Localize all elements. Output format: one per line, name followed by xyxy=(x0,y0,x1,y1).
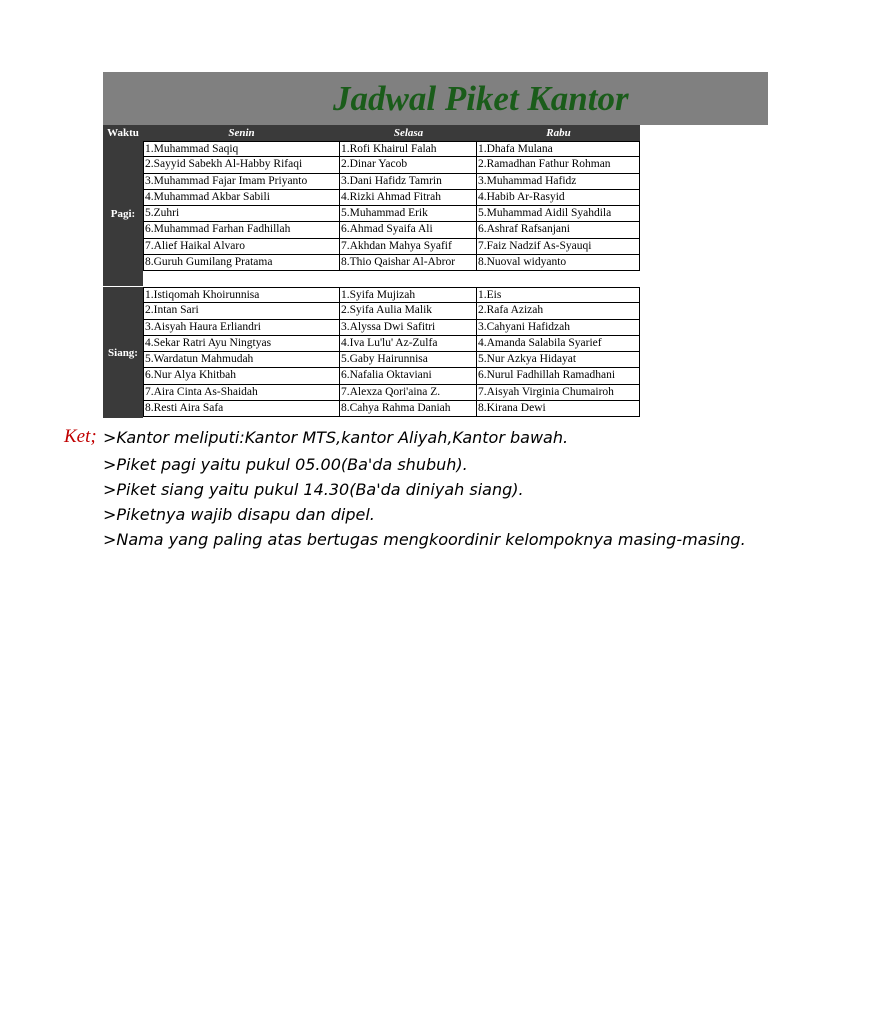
table-cell: 2.Intan Sari xyxy=(143,303,340,318)
table-cell: 4.Sekar Ratri Ayu Ningtyas xyxy=(143,336,340,351)
table-cell: 4.Habib Ar-Rasyid xyxy=(477,190,640,205)
table-row xyxy=(143,352,640,368)
table-row xyxy=(143,401,640,417)
table-cell: 3.Alyssa Dwi Safitri xyxy=(340,320,477,335)
ket-label: Ket; xyxy=(64,426,97,447)
table-header xyxy=(103,125,640,141)
pagi-grid xyxy=(143,141,640,271)
table-cell: 2.Sayyid Sabekh Al-Habby Rifaqi xyxy=(143,157,340,172)
table-row xyxy=(143,222,640,238)
table-cell: 2.Rafa Azizah xyxy=(477,303,640,318)
table-cell: 6.Muhammad Farhan Fadhillah xyxy=(143,222,340,237)
header-waktu: Waktu xyxy=(107,127,139,139)
table-row xyxy=(143,385,640,401)
table-cell: 6.Nur Alya Khitbah xyxy=(143,368,340,383)
table-cell: 5.Wardatun Mahmudah xyxy=(143,352,340,367)
table-cell: 5.Nur Azkya Hidayat xyxy=(477,352,640,367)
table-cell: 1.Rofi Khairul Falah xyxy=(340,142,477,156)
table-row xyxy=(143,255,640,271)
table-cell: 4.Iva Lu'lu' Az-Zulfa xyxy=(340,336,477,351)
table-cell: 7.Aira Cinta As-Shaidah xyxy=(143,385,340,400)
table-row xyxy=(143,320,640,336)
table-row xyxy=(143,336,640,352)
note-line: >Piket pagi yaitu pukul 05.00(Ba'da shubuh). xyxy=(103,455,468,474)
table-cell: 6.Nafalia Oktaviani xyxy=(340,368,477,383)
table-cell: 2.Syifa Aulia Malik xyxy=(340,303,477,318)
table-cell: 7.Alief Haikal Alvaro xyxy=(143,239,340,254)
table-cell: 1.Istiqomah Khoirunnisa xyxy=(143,288,340,302)
table-cell: 8.Nuoval widyanto xyxy=(477,255,640,270)
table-row xyxy=(143,239,640,255)
table-cell: 8.Guruh Gumilang Pratama xyxy=(143,255,340,270)
table-cell: 6.Ashraf Rafsanjani xyxy=(477,222,640,237)
page-title: Jadwal Piket Kantor xyxy=(333,79,629,118)
table-cell: 7.Alexza Qori'aina Z. xyxy=(340,385,477,400)
table-cell: 3.Muhammad Fajar Imam Priyanto xyxy=(143,174,340,189)
table-cell: 3.Aisyah Haura Erliandri xyxy=(143,320,340,335)
table-cell: 7.Faiz Nadzif As-Syauqi xyxy=(477,239,640,254)
table-cell: 3.Cahyani Hafidzah xyxy=(477,320,640,335)
table-cell: 6.Ahmad Syaifa Ali xyxy=(340,222,477,237)
table-cell: 1.Muhammad Saqiq xyxy=(143,142,340,156)
table-cell: 2.Ramadhan Fathur Rohman xyxy=(477,157,640,172)
table-cell: 7.Aisyah Virginia Chumairoh xyxy=(477,385,640,400)
table-row xyxy=(143,287,640,303)
table-cell: 5.Muhammad Erik xyxy=(340,206,477,221)
notes xyxy=(0,424,746,554)
table-cell: 4.Rizki Ahmad Fitrah xyxy=(340,190,477,205)
title-clip xyxy=(103,72,640,125)
table-row xyxy=(143,174,640,190)
table-cell: 6.Nurul Fadhillah Ramadhani xyxy=(477,368,640,383)
siang-label: Siang: xyxy=(103,287,143,418)
table-cell: 2.Dinar Yacob xyxy=(340,157,477,172)
table-row xyxy=(143,141,640,157)
note-line: >Piket siang yaitu pukul 14.30(Ba'da diniyah siang). xyxy=(103,480,524,499)
table-cell: 4.Amanda Salabila Syarief xyxy=(477,336,640,351)
table-row xyxy=(143,157,640,173)
header-senin: Senin xyxy=(228,127,255,139)
table-cell: 3.Dani Hafidz Tamrin xyxy=(340,174,477,189)
table-cell: 5.Muhammad Aidil Syahdila xyxy=(477,206,640,221)
pagi-block xyxy=(103,141,640,271)
header-rabu: Rabu xyxy=(546,127,571,139)
table-cell: 3.Muhammad Hafidz xyxy=(477,174,640,189)
header-selasa: Selasa xyxy=(393,127,424,139)
table-cell: 8.Thio Qaishar Al-Abror xyxy=(340,255,477,270)
note-line: >Nama yang paling atas bertugas mengkoordinir kelompoknya masing-masing. xyxy=(103,530,746,549)
table-row xyxy=(143,368,640,384)
table-cell: 5.Gaby Hairunnisa xyxy=(340,352,477,367)
table-row xyxy=(143,303,640,319)
table-row xyxy=(143,206,640,222)
table-cell: 5.Zuhri xyxy=(143,206,340,221)
pagi-label: Pagi: xyxy=(103,141,143,286)
table-cell: 8.Kirana Dewi xyxy=(477,401,640,416)
table-cell: 1.Syifa Mujizah xyxy=(340,288,477,302)
table-cell: 4.Muhammad Akbar Sabili xyxy=(143,190,340,205)
table-cell: 1.Dhafa Mulana xyxy=(477,142,640,156)
table-cell: 8.Cahya Rahma Daniah xyxy=(340,401,477,416)
table-cell: 1.Eis xyxy=(477,288,640,302)
siang-grid xyxy=(143,287,640,417)
note-line: >Kantor meliputi:Kantor MTS,kantor Aliyah,Kantor bawah. xyxy=(103,428,569,447)
table-cell: 8.Resti Aira Safa xyxy=(143,401,340,416)
table-row xyxy=(143,190,640,206)
siang-block xyxy=(103,287,640,418)
table-cell: 7.Akhdan Mahya Syafif xyxy=(340,239,477,254)
note-line: >Piketnya wajib disapu dan dipel. xyxy=(103,505,375,524)
